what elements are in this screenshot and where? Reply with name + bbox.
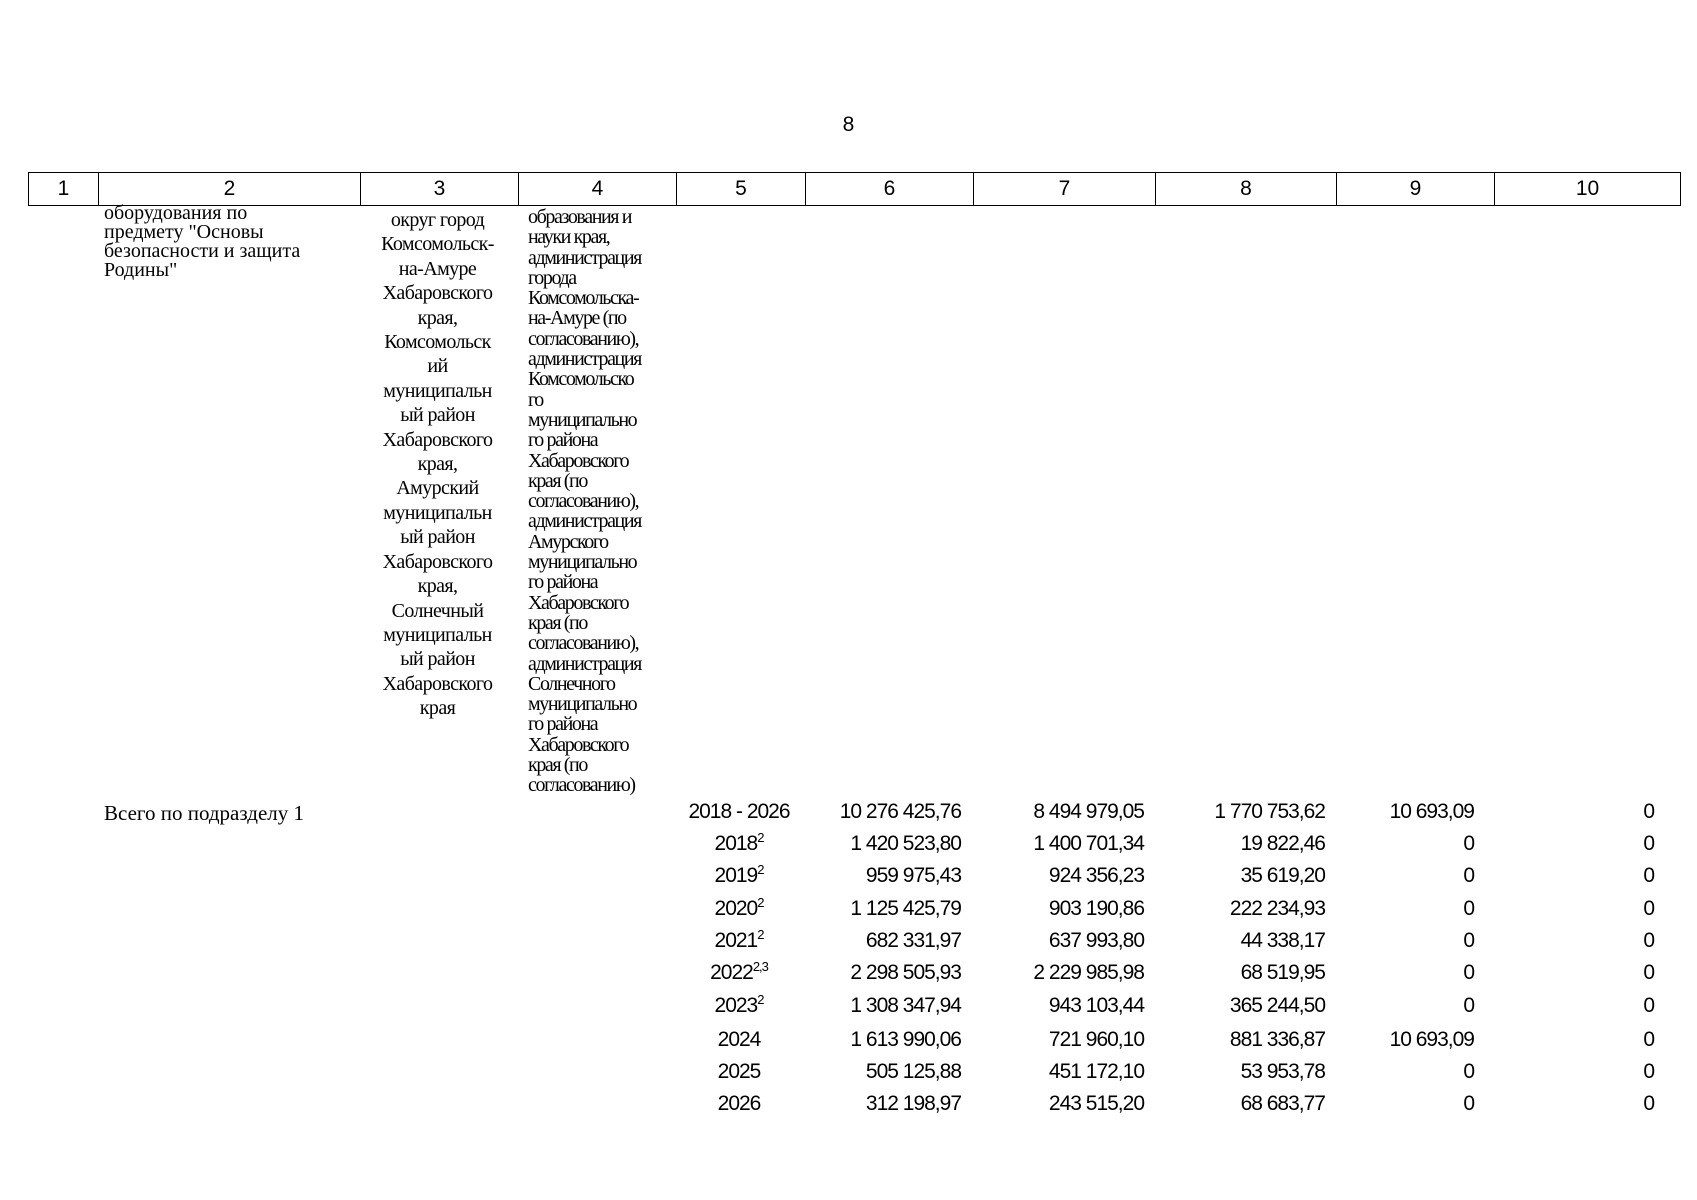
text-line: муниципально <box>528 408 637 431</box>
total-cell: 2 298 505,93 <box>850 961 961 984</box>
regional-budget-cell: 637 993,80 <box>1048 929 1144 952</box>
period-cell: 2026 <box>717 1092 761 1115</box>
other-sources-cell: 0 <box>1643 1092 1654 1115</box>
total-row <box>0 800 1697 830</box>
text-line: образования и <box>528 206 632 228</box>
year-row <box>0 929 1697 959</box>
total-cell: 1 420 523,80 <box>850 832 961 855</box>
column-header-10: 10 <box>1495 173 1681 206</box>
local-budget-cell: 44 338,17 <box>1240 929 1325 952</box>
text-line: администрация <box>528 246 641 269</box>
text-line: согласованию), <box>528 490 639 513</box>
column-header-1: 1 <box>29 173 99 206</box>
other-sources-cell: 0 <box>1643 897 1654 920</box>
column-header-6: 6 <box>806 173 974 206</box>
year-row <box>0 832 1697 862</box>
local-budget-cell: 53 953,78 <box>1240 1060 1325 1083</box>
text-line: на-Амуре (по <box>528 307 626 330</box>
text-line: края (по <box>528 611 587 634</box>
responsible-executors <box>528 207 673 796</box>
total-cell: 505 125,88 <box>865 1060 961 1083</box>
column-header-8: 8 <box>1156 173 1337 206</box>
federal-budget-cell: 0 <box>1463 929 1474 952</box>
text-line: муниципально <box>528 693 637 716</box>
year-row <box>0 1092 1697 1122</box>
text-line: ый район <box>400 526 475 549</box>
column-header-2: 2 <box>99 173 361 206</box>
regional-budget-cell: 721 960,10 <box>1048 1028 1144 1051</box>
column-number-header <box>28 172 1681 206</box>
other-sources-cell: 0 <box>1643 800 1654 823</box>
other-sources-cell: 0 <box>1643 1028 1654 1051</box>
text-line: края (по <box>528 469 587 492</box>
activity-description <box>104 204 359 280</box>
year-row <box>0 994 1697 1024</box>
text-line: города <box>528 266 576 289</box>
regional-budget-cell: 903 190,86 <box>1048 897 1144 920</box>
text-line: го <box>528 388 543 411</box>
federal-budget-cell: 0 <box>1463 897 1474 920</box>
period-cell: 2023$^2$ <box>714 992 764 1017</box>
text-line: Амурский <box>396 477 479 500</box>
period-cell: 2020$^2$ <box>714 895 764 920</box>
regional-budget-cell: 8 494 979,05 <box>1033 800 1144 823</box>
page-number: 8 <box>842 113 855 136</box>
year-row <box>0 1028 1697 1058</box>
text-line: Хабаровского <box>382 672 493 695</box>
text-line: муниципально <box>528 551 637 574</box>
text-line: на-Амуре <box>398 257 477 280</box>
other-sources-cell: 0 <box>1643 1060 1654 1083</box>
text-line: согласованию), <box>528 632 639 655</box>
column-header-9: 9 <box>1337 173 1495 206</box>
text-line: Комсомольско <box>528 368 634 391</box>
year-row <box>0 864 1697 894</box>
text-line: округ город <box>390 209 485 231</box>
text-line: муниципальн <box>383 501 492 524</box>
total-cell: 682 331,97 <box>865 929 961 952</box>
text-line: края, <box>417 453 458 476</box>
text-line: Комсомольска- <box>528 287 639 310</box>
period-cell: 2022$^{2,3}$ <box>710 959 768 984</box>
total-cell: 1 308 347,94 <box>850 994 961 1017</box>
text-line: Хабаровского <box>528 733 629 756</box>
local-budget-cell: 1 770 753,62 <box>1214 800 1325 823</box>
text-line: Хабаровского <box>382 428 493 451</box>
federal-budget-cell: 0 <box>1463 994 1474 1017</box>
text-line: безопасности и защита <box>104 240 301 262</box>
period-cell: 2025 <box>717 1060 761 1083</box>
text-line: Комсомольск- <box>381 233 494 256</box>
period-cell: 2018$^2$ <box>714 830 764 855</box>
local-budget-cell: 19 822,46 <box>1240 832 1325 855</box>
text-line: края, <box>417 575 458 598</box>
federal-budget-cell: 0 <box>1463 832 1474 855</box>
period-cell: 2018 - 2026 <box>688 800 790 823</box>
text-line: Хабаровского <box>382 550 493 573</box>
text-line: Хабаровского <box>528 449 629 472</box>
column-header-5: 5 <box>677 173 806 206</box>
text-line: Хабаровского <box>528 591 629 614</box>
other-sources-cell: 0 <box>1643 961 1654 984</box>
text-line: ый район <box>400 648 475 671</box>
other-sources-cell: 0 <box>1643 864 1654 887</box>
text-line: муниципальн <box>383 623 492 646</box>
year-row <box>0 1060 1697 1090</box>
text-line: оборудования по <box>104 202 248 224</box>
regional-budget-cell: 1 400 701,34 <box>1033 832 1144 855</box>
text-line: Хабаровского <box>382 282 493 305</box>
text-line: предмету "Основы <box>104 221 264 243</box>
text-line: администрация <box>528 510 641 533</box>
text-line: Амурского <box>528 530 608 553</box>
text-line: края <box>419 697 456 720</box>
federal-budget-cell: 0 <box>1463 1060 1474 1083</box>
regional-budget-cell: 243 515,20 <box>1048 1092 1144 1115</box>
text-line: го района <box>528 429 598 452</box>
other-sources-cell: 0 <box>1643 832 1654 855</box>
text-line: ый район <box>400 404 475 427</box>
text-line: го района <box>528 713 598 736</box>
total-cell: 312 198,97 <box>865 1092 961 1115</box>
column-header-3: 3 <box>361 173 519 206</box>
total-cell: 10 276 425,76 <box>839 800 961 823</box>
text-line: согласованию) <box>528 774 635 797</box>
regional-budget-cell: 451 172,10 <box>1048 1060 1144 1083</box>
text-line: края, <box>417 306 458 329</box>
text-line: ий <box>427 355 448 378</box>
text-line: науки края, <box>528 226 610 249</box>
year-row <box>0 961 1697 991</box>
local-budget-cell: 68 519,95 <box>1240 961 1325 984</box>
regional-budget-cell: 924 356,23 <box>1048 864 1144 887</box>
text-line: муниципальн <box>383 379 492 402</box>
text-line: го района <box>528 571 598 594</box>
year-row <box>0 897 1697 927</box>
federal-budget-cell: 10 693,09 <box>1389 800 1474 823</box>
local-budget-cell: 222 234,93 <box>1229 897 1325 920</box>
municipalities-list <box>360 208 515 721</box>
regional-budget-cell: 943 103,44 <box>1048 994 1144 1017</box>
text-line: Солнечного <box>528 672 615 695</box>
period-cell: 2021$^2$ <box>714 927 764 952</box>
period-cell: 2019$^2$ <box>714 862 764 887</box>
period-cell: 2024 <box>717 1028 761 1051</box>
regional-budget-cell: 2 229 985,98 <box>1033 961 1144 984</box>
other-sources-cell: 0 <box>1643 994 1654 1017</box>
federal-budget-cell: 0 <box>1463 864 1474 887</box>
text-line: края (по <box>528 754 587 777</box>
text-line: администрация <box>528 348 641 371</box>
federal-budget-cell: 0 <box>1463 961 1474 984</box>
local-budget-cell: 68 683,77 <box>1240 1092 1325 1115</box>
text-line: Солнечный <box>391 599 484 622</box>
subsection-total-label: Всего по подразделу 1 <box>104 801 305 825</box>
text-line: Комсомольск <box>384 331 491 354</box>
total-cell: 1 125 425,79 <box>850 897 961 920</box>
column-header-4: 4 <box>519 173 677 206</box>
text-line: Родины" <box>104 259 178 281</box>
total-cell: 959 975,43 <box>865 864 961 887</box>
text-line: администрация <box>528 652 641 675</box>
local-budget-cell: 35 619,20 <box>1240 864 1325 887</box>
local-budget-cell: 365 244,50 <box>1229 994 1325 1017</box>
federal-budget-cell: 10 693,09 <box>1389 1028 1474 1051</box>
federal-budget-cell: 0 <box>1463 1092 1474 1115</box>
other-sources-cell: 0 <box>1643 929 1654 952</box>
local-budget-cell: 881 336,87 <box>1229 1028 1325 1051</box>
text-line: согласованию), <box>528 327 639 350</box>
total-cell: 1 613 990,06 <box>850 1028 961 1051</box>
column-header-7: 7 <box>974 173 1156 206</box>
